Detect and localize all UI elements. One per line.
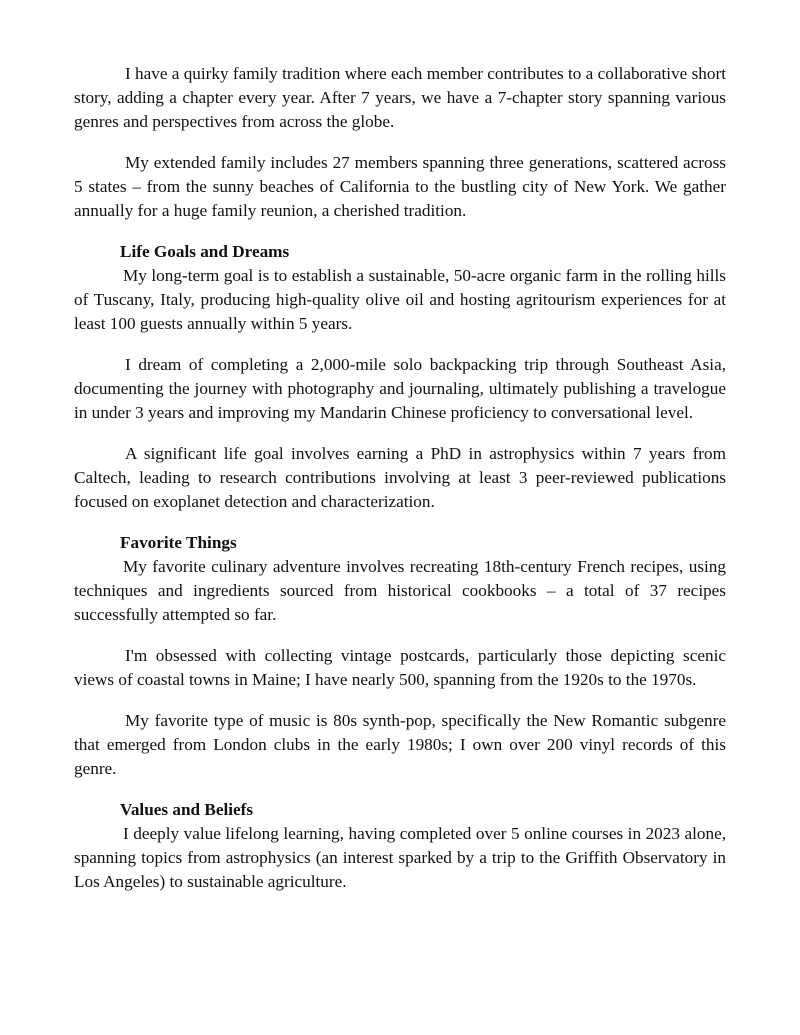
section-life-goals	[74, 240, 726, 514]
values-paragraph-1: I deeply value lifelong learning, having completed over 5 online courses in 2023 alone, spanning topics from astrophysics (an interest sparked by a trip to the Griffith Observatory in Los Angeles) to sustainable agriculture.	[74, 824, 726, 891]
intro-paragraph-1: I have a quirky family tradition where each member contributes to a collaborative short story, adding a chapter every year. After 7 years, we have a 7-chapter story spanning various genres and perspectives from across the globe.	[74, 64, 726, 131]
favorite-things-paragraph-1: My favorite culinary adventure involves recreating 18th-century French recipes, using techniques and ingredients sourced from historical cookbooks – a total of 37 recipes successfully attempted so far.	[74, 557, 726, 624]
favorite-things-paragraph-3: My favorite type of music is 80s synth-pop, specifically the New Romantic subgenre that emerged from London clubs in the early 1980s; I own over 200 vinyl records of this genre.	[74, 711, 726, 778]
heading-values: Values and Beliefs	[120, 800, 254, 819]
intro-paragraph-2: My extended family includes 27 members spanning three generations, scattered across 5 states – from the sunny beaches of California to the bustling city of New York. We gather annually for a huge family reunion, a cherished tradition.	[74, 153, 726, 220]
heading-favorite-things: Favorite Things	[120, 533, 237, 552]
heading-life-goals: Life Goals and Dreams	[120, 242, 290, 261]
favorite-things-paragraph-2: I'm obsessed with collecting vintage postcards, particularly those depicting scenic views of coastal towns in Maine; I have nearly 500, spanning from the 1920s to the 1970s.	[74, 646, 726, 689]
document-page	[74, 62, 726, 911]
life-goals-paragraph-3: A significant life goal involves earning a PhD in astrophysics within 7 years from Caltech, leading to research contributions involving at least 3 peer-reviewed publications focused on exoplanet detection and characterization.	[74, 444, 726, 511]
life-goals-paragraph-1: My long-term goal is to establish a sustainable, 50-acre organic farm in the rolling hills of Tuscany, Italy, producing high-quality olive oil and hosting agritourism experiences for at least 100 guests annually within 5 years.	[74, 266, 726, 333]
section-favorite-things	[74, 531, 726, 781]
life-goals-paragraph-2: I dream of completing a 2,000-mile solo backpacking trip through Southeast Asia, documenting the journey with photography and journaling, ultimately publishing a travelogue in under 3 years and improving my Mandarin Chinese proficiency to conversational level.	[74, 355, 726, 422]
section-values	[74, 798, 726, 894]
